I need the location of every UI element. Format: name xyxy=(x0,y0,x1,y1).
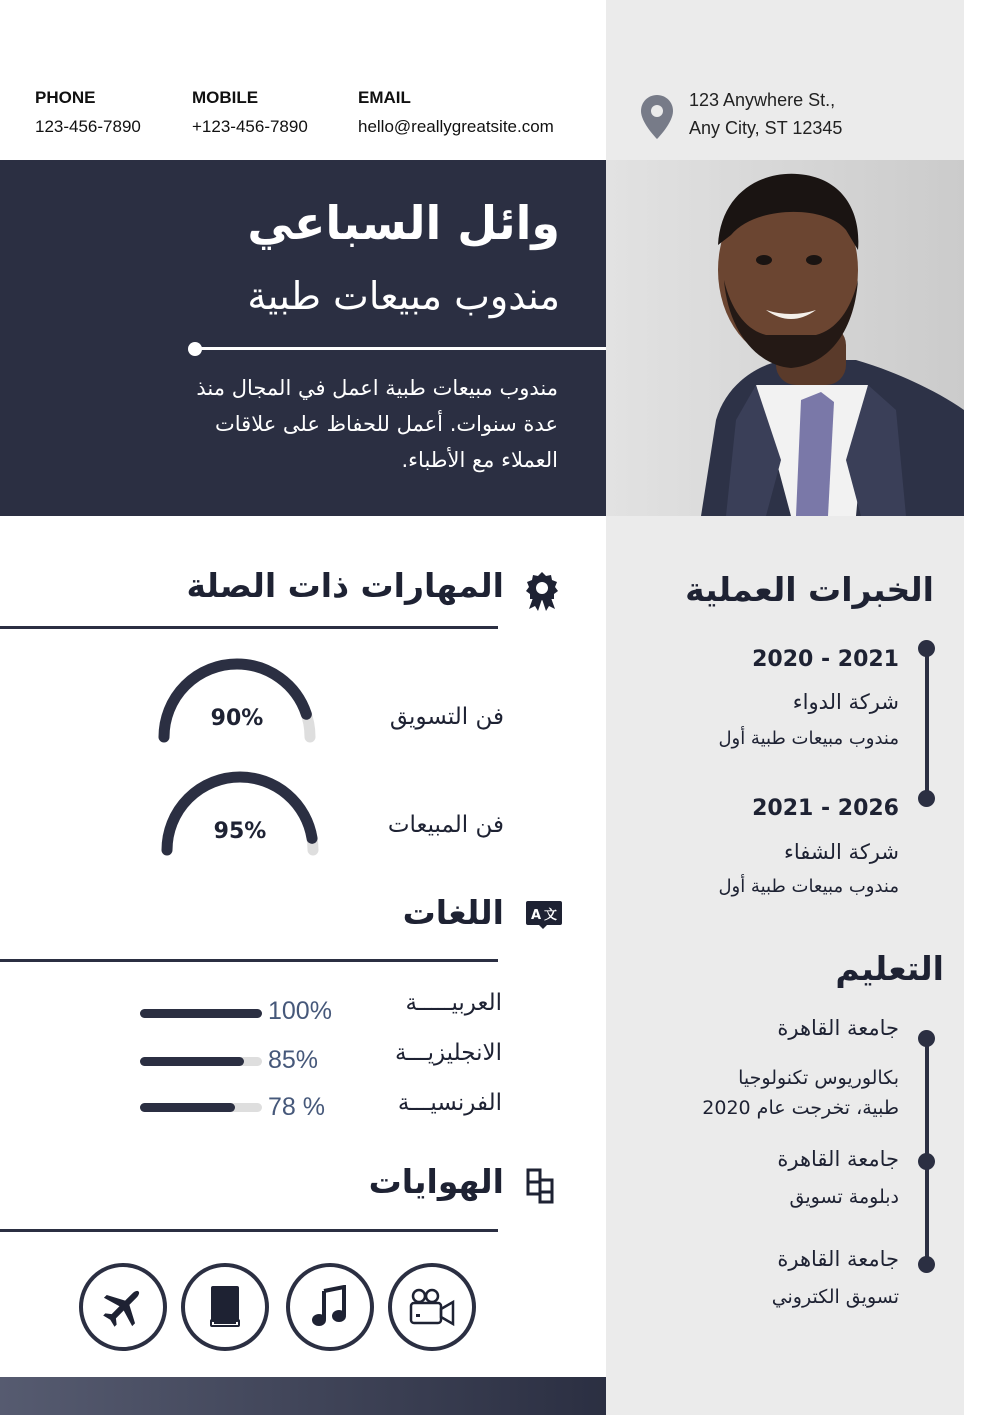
hobby-reading xyxy=(181,1263,269,1351)
education-description-line: دبلومة تسويق xyxy=(789,1186,899,1208)
phone-label: PHONE xyxy=(35,88,96,107)
summary-line: عدة سنوات. أعمل للحفاظ على علاقات xyxy=(214,412,558,436)
education-title: التعليم xyxy=(835,949,944,988)
location-pin-icon xyxy=(640,94,674,140)
email-label: EMAIL xyxy=(358,88,411,107)
address-line-2: Any City, ST 12345 xyxy=(689,118,843,138)
skill-label: فن المبيعات xyxy=(387,812,504,838)
music-note-icon xyxy=(310,1285,350,1329)
email-value[interactable]: hello@reallygreatsite.com xyxy=(358,117,554,136)
education-description-line: تسويق الكتروني xyxy=(771,1286,899,1308)
language-label: الانجليزيـــة xyxy=(395,1040,502,1066)
experience-role: مندوب مبيعات طبية أول xyxy=(718,876,899,897)
svg-text:A: A xyxy=(531,908,542,923)
experience-company: شركة الدواء xyxy=(792,690,899,714)
education-university: جامعة القاهرة xyxy=(777,1247,899,1271)
hobby-music xyxy=(286,1263,374,1351)
award-ribbon-icon xyxy=(524,571,560,611)
skill-value: 95% xyxy=(213,819,267,844)
education-university: جامعة القاهرة xyxy=(777,1147,899,1171)
summary-line: العملاء مع الأطباء. xyxy=(401,448,558,472)
language-percent: 100% xyxy=(268,997,332,1025)
skill-gauge xyxy=(158,770,322,860)
language-bar xyxy=(140,1009,262,1018)
profile-summary xyxy=(78,370,558,478)
language-percent: 78 % xyxy=(268,1093,325,1121)
mobile-label: MOBILE xyxy=(192,88,259,107)
footer-bar xyxy=(0,1377,606,1415)
profile-photo xyxy=(606,160,964,516)
book-icon xyxy=(205,1284,245,1330)
education-description xyxy=(639,1282,899,1312)
language-label: العربيـــــة xyxy=(405,990,502,1016)
hobbies-title: الهوايات xyxy=(368,1162,504,1201)
translate-icon xyxy=(525,900,563,930)
experience-years: 2021 - 2026 xyxy=(752,796,899,821)
video-camera-icon xyxy=(407,1287,457,1327)
airplane-icon xyxy=(98,1282,148,1332)
language-percent: 85% xyxy=(268,1046,319,1074)
hobby-travel xyxy=(79,1263,167,1351)
phone-value: 123-456-7890 xyxy=(35,117,141,136)
language-label: الفرنسيـــة xyxy=(397,1090,502,1116)
experience-timeline xyxy=(925,648,929,798)
svg-text:文: 文 xyxy=(544,908,558,923)
skills-title: المهارات ذات الصلة xyxy=(186,566,504,605)
skill-value: 90% xyxy=(210,706,264,731)
language-bar xyxy=(140,1057,262,1066)
experience-title: الخبرات العملية xyxy=(685,570,934,609)
education-timeline xyxy=(925,1038,929,1264)
language-bar xyxy=(140,1103,262,1112)
timeline-dot xyxy=(918,640,935,657)
education-description-line: بكالوريوس تكنولوجيا xyxy=(738,1067,899,1089)
languages-divider xyxy=(0,959,498,962)
timeline-dot xyxy=(918,1153,935,1170)
language-bar-fill xyxy=(140,1057,244,1066)
hobbies-divider xyxy=(0,1229,498,1232)
experience-years: 2020 - 2021 xyxy=(752,647,899,672)
experience-role: مندوب مبيعات طبية أول xyxy=(718,728,899,749)
languages-title: اللغات xyxy=(402,893,504,932)
hobby-film xyxy=(388,1263,476,1351)
timeline-dot xyxy=(918,1030,935,1047)
education-description xyxy=(639,1182,899,1212)
puzzle-blocks-icon xyxy=(526,1168,554,1204)
job-title: مندوب مبيعات طبية xyxy=(247,274,560,318)
skills-divider xyxy=(0,626,498,629)
language-bar-fill xyxy=(140,1009,262,1018)
education-description-line: طبية، تخرجت عام 2020 xyxy=(702,1097,899,1119)
address-line-1: 123 Anywhere St., xyxy=(689,90,836,110)
title-divider xyxy=(188,342,606,356)
education-description xyxy=(639,1063,899,1123)
timeline-dot xyxy=(918,790,935,807)
timeline-dot xyxy=(918,1256,935,1273)
language-bar-fill xyxy=(140,1103,235,1112)
person-name: وائل السباعي xyxy=(247,196,560,250)
mobile-value: +123-456-7890 xyxy=(192,117,308,136)
experience-company: شركة الشفاء xyxy=(784,840,899,864)
skill-gauge xyxy=(155,657,319,747)
education-university: جامعة القاهرة xyxy=(777,1016,899,1040)
skill-label: فن التسويق xyxy=(389,704,504,730)
summary-line: مندوب مبيعات طبية اعمل في المجال منذ xyxy=(196,376,558,400)
